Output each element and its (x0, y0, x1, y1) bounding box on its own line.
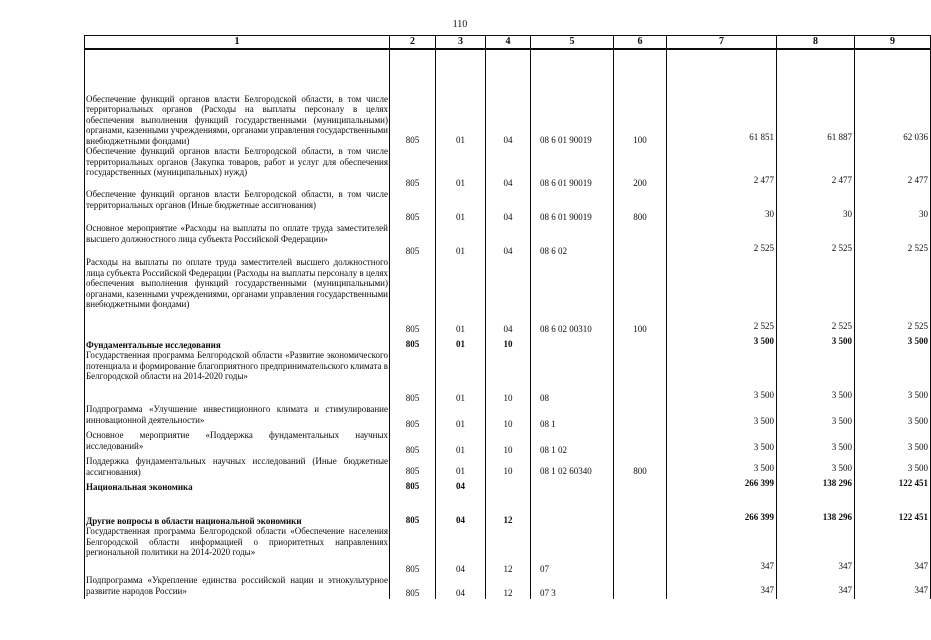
row-amount-cell: 347 (667, 526, 777, 575)
row-name-cell: Государственная программа Белгородской области «Развитие экономического потенциала и формирование благоприятного предпринимательского климата в Белгородской области на 2014-2020 годы» (85, 350, 390, 404)
row-amount-cell: 2 525 (855, 257, 931, 335)
table-row (85, 335, 931, 350)
row-amount-cell: 61 887 (777, 49, 855, 146)
table-row (85, 526, 931, 575)
table-row (85, 350, 931, 404)
row-subsection-cell: 04 (486, 49, 531, 146)
header-cell: 1 (85, 36, 390, 50)
row-name-cell: Основное мероприятие «Поддержка фундаментальных научных исследований» (85, 430, 390, 456)
row-name-cell: Национальная экономика (85, 477, 390, 492)
row-expense-type-cell (614, 526, 667, 575)
row-target-code-cell: 08 6 02 (531, 223, 614, 257)
row-amount-cell: 61 851 (667, 49, 777, 146)
row-section-cell: 04 (436, 575, 486, 599)
row-code-cell: 805 (390, 350, 436, 404)
row-amount-cell: 347 (855, 526, 931, 575)
table-row (85, 189, 931, 223)
row-subsection-cell: 12 (486, 526, 531, 575)
row-amount-cell: 266 399 (667, 477, 777, 492)
row-name-cell: Фундаментальные исследования (85, 335, 390, 350)
row-name-cell: Поддержка фундаментальных научных исследований (Иные бюджетные ассигнования) (86, 456, 388, 477)
row-expense-type-cell: 800 (614, 189, 667, 223)
row-target-code-cell: 08 1 02 (531, 430, 614, 456)
row-name-cell: Другие вопросы в области национальной экономики (85, 492, 390, 526)
row-code-cell: 805 (390, 526, 436, 575)
row-section-cell: 01 (436, 257, 486, 335)
header-cell: 4 (486, 36, 531, 50)
header-cell: 6 (614, 36, 667, 50)
row-subsection-cell: 10 (486, 350, 531, 404)
row-section-cell: 01 (436, 404, 486, 430)
row-target-code-cell (531, 335, 614, 350)
row-amount-cell: 3 500 (855, 430, 931, 456)
row-amount-cell: 3 500 (855, 350, 931, 404)
row-subsection-cell (486, 477, 531, 492)
row-section-cell: 01 (436, 456, 486, 477)
table-row (85, 223, 931, 257)
row-amount-cell: 30 (855, 189, 931, 223)
row-target-code-cell: 08 6 02 00310 (531, 257, 614, 335)
row-name-cell: Обеспечение функций органов власти Белгородской области, в том числе территориальных органов (Закупка товаров, работ и услуг для обеспечения государственных (муниципальных) нужд) (85, 146, 390, 189)
row-target-code-cell (531, 477, 614, 492)
row-section-cell: 01 (436, 223, 486, 257)
table-row (85, 492, 931, 526)
row-section-cell: 01 (436, 189, 486, 223)
row-section-cell: 04 (436, 526, 486, 575)
row-amount-cell: 347 (777, 526, 855, 575)
row-expense-type-cell: 100 (614, 49, 667, 146)
row-amount-cell: 2 525 (777, 257, 855, 335)
row-subsection-cell: 12 (486, 492, 531, 526)
row-amount-cell: 138 296 (777, 492, 855, 526)
table-row (85, 49, 931, 146)
row-section-cell: 01 (436, 430, 486, 456)
row-amount-cell: 3 500 (777, 350, 855, 404)
header-cell: 9 (855, 36, 931, 50)
row-subsection-cell: 10 (486, 404, 531, 430)
table-row (85, 404, 931, 430)
row-code-cell: 805 (390, 335, 436, 350)
row-target-code-cell: 08 6 01 90019 (531, 146, 614, 189)
row-amount-cell: 347 (855, 575, 931, 599)
row-section-cell: 04 (436, 492, 486, 526)
row-section-cell: 04 (436, 477, 486, 492)
row-target-code-cell (531, 492, 614, 526)
table-row (85, 456, 931, 477)
row-name-cell: Обеспечение функций органов власти Белгородской области, в том числе территориальных органов (Расходы на выплаты персоналу в целях обеспечения выполнения функций государственными (муниципальными) органами, казенными учреждениями, органами управления государственными внебюджетными фондами) (85, 49, 390, 146)
table-row (85, 146, 931, 189)
row-amount-cell: 3 500 (855, 404, 931, 430)
row-expense-type-cell: 200 (614, 146, 667, 189)
row-expense-type-cell (614, 492, 667, 526)
row-section-cell: 01 (436, 49, 486, 146)
row-expense-type-cell (614, 575, 667, 599)
row-target-code-cell: 08 6 01 90019 (531, 49, 614, 146)
row-amount-cell: 2 525 (667, 257, 777, 335)
header-cell: 2 (390, 36, 436, 50)
row-amount-cell: 2 477 (777, 146, 855, 189)
row-subsection-cell: 04 (486, 146, 531, 189)
header-cell: 7 (667, 36, 777, 50)
row-expense-type-cell (614, 430, 667, 456)
table-header-row (85, 36, 931, 50)
row-subsection-cell: 10 (486, 335, 531, 350)
row-expense-type-cell (614, 477, 667, 492)
row-amount-cell: 3 500 (777, 430, 855, 456)
row-code-cell: 805 (390, 257, 436, 335)
row-amount-cell: 3 500 (667, 456, 777, 477)
row-target-code-cell: 08 1 (531, 404, 614, 430)
row-amount-cell: 122 451 (855, 492, 931, 526)
row-amount-cell: 3 500 (667, 430, 777, 456)
row-amount-cell: 138 296 (777, 477, 855, 492)
row-amount-cell: 3 500 (667, 335, 777, 350)
page-number: 110 (452, 19, 468, 30)
row-amount-cell: 2 525 (667, 223, 777, 257)
row-amount-cell: 347 (777, 575, 855, 599)
row-expense-type-cell: 800 (614, 456, 667, 477)
row-amount-cell: 2 525 (777, 223, 855, 257)
row-code-cell: 805 (390, 404, 436, 430)
header-cell: 8 (777, 36, 855, 50)
row-code-cell: 805 (390, 189, 436, 223)
row-target-code-cell: 08 1 02 60340 (531, 456, 614, 477)
row-amount-cell: 3 500 (667, 350, 777, 404)
row-subsection-cell: 12 (486, 575, 531, 599)
table-row (85, 257, 931, 335)
row-subsection-cell: 10 (486, 456, 531, 477)
row-expense-type-cell (614, 404, 667, 430)
row-expense-type-cell (614, 335, 667, 350)
budget-table (84, 35, 931, 599)
row-amount-cell: 3 500 (667, 404, 777, 430)
table-row (85, 430, 931, 456)
header-cell: 3 (436, 36, 486, 50)
row-name-cell: Государственная программа Белгородской области «Обеспечение населения Белгородской области информацией о приоритетных направлениях региональной политики на 2014-2020 годы» (85, 526, 390, 575)
row-code-cell: 805 (390, 49, 436, 146)
row-section-cell: 01 (436, 146, 486, 189)
row-name-cell: Расходы на выплаты по оплате труда заместителей высшего должностного лица субъекта Российской Федерации (Расходы на выплаты персоналу в целях обеспечения выполнения функций государственными (муниципальными) органами, казенными учреждениями, органами управления государственными внебюджетными фондами) (85, 257, 390, 335)
row-expense-type-cell (614, 223, 667, 257)
table-body (85, 49, 931, 599)
row-section-cell: 01 (436, 335, 486, 350)
row-amount-cell: 266 399 (667, 492, 777, 526)
row-subsection-cell: 04 (486, 257, 531, 335)
row-amount-cell: 122 451 (855, 477, 931, 492)
row-expense-type-cell: 100 (614, 257, 667, 335)
row-code-cell: 805 (390, 456, 436, 477)
row-name-cell: Обеспечение функций органов власти Белгородской области, в том числе территориальных органов (Иные бюджетные ассигнования) (85, 189, 390, 223)
row-name-cell: Подпрограмма «Укрепление единства российской нации и этнокультурное развитие народов России» (85, 575, 390, 599)
row-amount-cell: 3 500 (777, 456, 855, 477)
row-subsection-cell: 04 (486, 223, 531, 257)
row-code-cell: 805 (390, 430, 436, 456)
table-row (85, 477, 931, 492)
header-cell: 5 (531, 36, 614, 50)
row-subsection-cell: 10 (486, 430, 531, 456)
row-code-cell: 805 (390, 146, 436, 189)
row-amount-cell: 62 036 (855, 49, 931, 146)
row-target-code-cell: 08 6 01 90019 (531, 189, 614, 223)
row-amount-cell: 3 500 (777, 404, 855, 430)
row-amount-cell: 3 500 (855, 456, 931, 477)
row-amount-cell: 2 525 (855, 223, 931, 257)
row-target-code-cell: 07 (531, 526, 614, 575)
row-subsection-cell: 04 (486, 189, 531, 223)
row-amount-cell: 347 (667, 575, 777, 599)
row-code-cell: 805 (390, 575, 436, 599)
row-expense-type-cell (614, 350, 667, 404)
row-amount-cell: 2 477 (855, 146, 931, 189)
row-code-cell: 805 (390, 492, 436, 526)
row-name-cell: Основное мероприятие «Расходы на выплаты по оплате труда заместителей высшего должностного лица субъекта Российской Федерации» (85, 223, 390, 257)
row-code-cell: 805 (390, 477, 436, 492)
row-amount-cell: 30 (777, 189, 855, 223)
table-row (85, 575, 931, 599)
row-target-code-cell: 08 (531, 350, 614, 404)
row-section-cell: 01 (436, 350, 486, 404)
row-amount-cell: 3 500 (855, 335, 931, 350)
row-code-cell: 805 (390, 223, 436, 257)
row-amount-cell: 30 (667, 189, 777, 223)
row-target-code-cell: 07 3 (531, 575, 614, 599)
row-amount-cell: 3 500 (777, 335, 855, 350)
row-amount-cell: 2 477 (667, 146, 777, 189)
row-name-cell: Подпрограмма «Улучшение инвестиционного климата и стимулирование инновационной деятельности» (85, 404, 390, 430)
